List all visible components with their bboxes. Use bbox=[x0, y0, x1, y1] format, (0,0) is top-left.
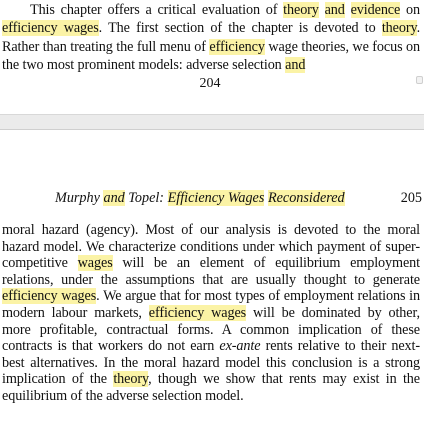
text-run: Murphy bbox=[55, 190, 104, 206]
highlighted-term: efficiency wages bbox=[148, 304, 247, 321]
page-separator bbox=[0, 115, 424, 130]
page-number-204: 204 bbox=[199, 76, 221, 91]
text-run: wage theories, we focus on the two most prominent models: adverse selection bbox=[2, 38, 420, 74]
highlighted-term: efficiency wages bbox=[2, 20, 99, 37]
text-run: will be dominated by other, more profitable, contractual forms. A common implication of these contracts is that workers do not earn bbox=[2, 304, 420, 355]
document-page-top bbox=[0, 0, 424, 115]
page-number-205: 205 bbox=[400, 190, 422, 206]
text-run: rents relative to their next-best alternatives. In the moral hazard model this conclusion is a strong implication of the bbox=[2, 338, 420, 388]
highlighted-term: Efficiency Wages bbox=[167, 190, 265, 206]
text-run bbox=[319, 2, 325, 18]
text-run: . We argue that for most types of employment relations in modern labour markets, bbox=[2, 288, 420, 321]
text-run: moral hazard (agency). Most of our analysis is devoted to the moral hazard model. We characterize conditions under which payment of super-competitive bbox=[2, 222, 420, 272]
text-run: will be an element of equilibrium employment relations, under the assumptions that are usually thought to generate bbox=[2, 255, 420, 288]
highlighted-term: and bbox=[324, 2, 345, 18]
highlighted-term: wages bbox=[77, 255, 113, 272]
text-run: on bbox=[400, 2, 421, 18]
highlighted-term: theory bbox=[283, 2, 319, 18]
highlighted-term: Reconsidered bbox=[267, 190, 345, 206]
highlighted-term: and bbox=[103, 190, 125, 206]
highlighted-term: efficiency wages bbox=[2, 288, 97, 305]
highlighted-term: and bbox=[285, 57, 306, 74]
text-run: This chapter offers a critical evaluation of bbox=[30, 2, 284, 18]
highlighted-term: theory bbox=[381, 20, 417, 37]
italic-term: ex-ante bbox=[219, 338, 261, 355]
highlighted-term: evidence bbox=[350, 2, 401, 18]
text-run: . Rather than treating the full menu of bbox=[2, 20, 421, 55]
text-run bbox=[345, 2, 351, 18]
text-run: , though we show that rents may exist in the equilibrium of the adverse selection model. bbox=[2, 371, 420, 404]
text-run: Topel: bbox=[124, 190, 168, 206]
highlighted-term: theory bbox=[113, 371, 149, 388]
top-paragraph bbox=[2, 1, 420, 75]
running-head bbox=[55, 190, 345, 207]
bottom-paragraph bbox=[2, 222, 420, 405]
text-run: . The first section of the chapter is devoted to bbox=[98, 20, 382, 37]
scroll-marker-icon bbox=[416, 76, 423, 84]
document-page-bottom bbox=[0, 130, 424, 422]
highlighted-term: efficiency bbox=[209, 38, 265, 55]
